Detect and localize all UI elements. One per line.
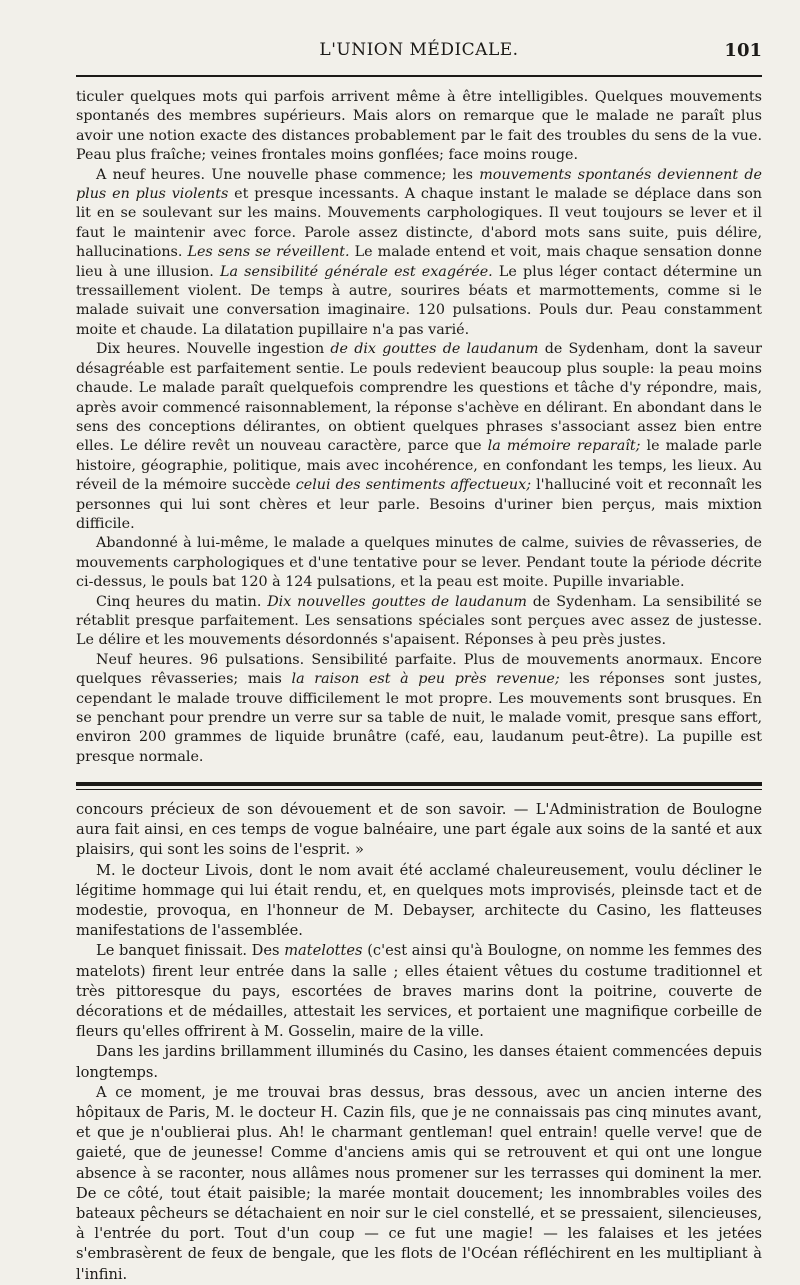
text-run: M. le docteur Livois, dont le nom avait été acclamé chaleureusement, voulu décliner le légitime hommage qui lui était rendu, et, en quelques mots improvisés, pleinsde tact et de modestie, provoqua, en l'honneur de M. Debayser, architecte du Casino, les flatteuses manifestations de l'assemblée. [76, 861, 762, 940]
text-run: Abandonné à lui-même, le malade a quelques minutes de calme, suivies de rêvasseries, de mouvements carphologiques et d'une tentative pour se lever. Pendant toute la période décrite ci-dessus, le pouls bat 120 à 124 pulsations, et la peau est moite. Pupille invariable. [76, 535, 762, 591]
italic-text: la mémoire reparaît; [487, 438, 641, 455]
page-number: 101 [724, 40, 762, 61]
text-run: de Sydenham, dont la saveur désagréable est parfaitement sentie. Le pouls redevient beaucoup plus souple: la peau moins chaude. Le malade paraît quelquefois comprendre les questions et tâche d'y répondre, mais, après avoir commencé raisonnablement, la réponse s'achève en délirant. En abondant dans le sens des conceptions délirantes, on obtient quelques phrases s'associant assez bien entre elles. Le délire revêt un nouveau caractère, parce que [76, 341, 762, 455]
text-run: A neuf heures. Une nouvelle phase commence; les [96, 166, 480, 183]
paragraph [76, 593, 762, 651]
italic-text: matelottes [284, 942, 363, 960]
text-run: les réponses sont justes, cependant le malade trouve difficilement le mot propre. Les mouvements sont brusques. En se penchant pour prendre un verre sur sa table de nuit, le malade vomit, presque sans effort, environ 200 grammes de liquide brunâtre (café, eau, laudanum peut-être). La pupille est presque normale. [76, 671, 762, 765]
text-run: Le malade entend et voit, mais chaque sensation donne lieu à une illusion. [76, 244, 762, 280]
feuilleton-section [76, 800, 762, 1285]
header-rule [76, 75, 762, 77]
paragraph [76, 800, 762, 861]
text-run: ticuler quelques mots qui parfois arrivent même à être intelligibles. Quelques mouvements spontanés des membres supérieurs. Mais alors on remarque que le malade ne paraît plus avoir une notion exacte des distances probablement par le fait des troubles du sens de la vue. Peau plus fraîche; veines frontales moins gonflées; face moins rouge. [76, 89, 762, 164]
text-run: Dix heures. Nouvelle ingestion [96, 341, 331, 358]
text-run: Cinq heures du matin. [96, 593, 268, 610]
italic-text: celui des sentiments affectueux; [295, 477, 532, 494]
italic-text: La sensibilité générale est exagérée. [219, 263, 493, 280]
text-run: (c'est ainsi qu'à Boulogne, on nomme les femmes des matelots) firent leur entrée dans la salle ; elles étaient vêtues du costume traditionnel et très pittoresque du pays, escortées de braves marins dont la poitrine, couverte de décorations et de médailles, attestait les services, et portaient une magnifique corbeille de fleurs qu'elles offrirent à M. Gosselin, maire de la ville. [76, 942, 763, 1041]
paragraph [76, 534, 762, 592]
paragraph [76, 861, 762, 942]
text-run: l'halluciné voit et reconnaît les personnes qui lui sont chères et leur parle. Besoins d'uriner bien perçus, mais mixtion difficile. [76, 477, 762, 532]
paragraph [76, 1083, 762, 1285]
text-run: concours précieux de son dévouement et de son savoir. — L'Administration de Boulogne aura fait ainsi, en ces temps de vogue balnéaire, une part égale aux soins de la santé et aux plaisirs, qui sont les soins de l'esprit. » [76, 801, 762, 859]
text-run: Neuf heures. 96 pulsations. Sensibilité parfaite. Plus de mouvements anormaux. Encore quelques rêvasseries; mais [76, 651, 762, 688]
italic-text: Dix nouvelles gouttes de laudanum [267, 593, 527, 610]
italic-text: de dix gouttes de laudanum [330, 341, 539, 358]
paragraph [76, 166, 762, 341]
italic-text: Les sens se réveillent. [187, 244, 350, 261]
text-run: et presque incessants. A chaque instant le malade se déplace dans son lit en se soulevant sur les mains. Mouvements carphologiques. Il veut toujours se lever et il faut le maintenir avec force. Parole assez distincte, d'abord mots sans suite, puis délire, hallucinations. [76, 186, 763, 261]
section-divider [76, 782, 762, 792]
text-run: le malade parle histoire, géographie, politique, mais avec incohérence, en confondant les temps, les lieux. Au réveil de la mémoire succède [76, 438, 763, 494]
text-run: Le banquet finissait. Des [96, 942, 285, 960]
paragraph [76, 340, 762, 534]
running-title: L'UNION MÉDICALE. [319, 40, 519, 60]
italic-text: mouvements spontanés deviennent de plus en plus violents [76, 166, 762, 203]
paragraph [76, 651, 762, 767]
paragraph [76, 88, 762, 166]
medical-case-section [76, 88, 762, 767]
page-header [76, 40, 762, 72]
text-run: de Sydenham. La sensibilité se rétablit presque parfaitement. Les sensations spéciales sont perçues avec assez de justesse. Le délire et les mouvements désordonnés s'apaisent. Réponses à peu près justes. [76, 593, 763, 649]
paragraph [76, 941, 762, 1042]
text-run: Dans les jardins brillamment illuminés du Casino, les danses étaient commencées depuis longtemps. [76, 1043, 762, 1081]
italic-text: la raison est à peu près revenue; [291, 671, 560, 688]
text-run: Le plus léger contact détermine un tressaillement violent. De temps à autre, sourires béats et marmottements, comme si le malade suivait une conversation imaginaire. 120 pulsations. Pouls dur. Peau constamment moite et chaude. La dilatation pupillaire n'a pas varié. [76, 263, 762, 338]
text-run: A ce moment, je me trouvai bras dessus, bras dessous, avec un ancien interne des hôpitaux de Paris, M. le docteur H. Cazin fils, que je ne connaissais pas cinq minutes avant, et que je n'oublierai plus. Ah! le charmant gentleman! quel entrain! quelle verve! que de gaieté, que de jeunesse! Comme d'anciens amis qui se retrouvent et qui ont une longue absence à se raconter, nous allâmes nous promener sur les terrasses qui dominent la mer. De ce côté, tout était paisible; la marée montait doucement; les innombrables voiles des bateaux pêcheurs se détachaient en noir sur le ciel constellé, et se pressaient, silencieuses, à l'entrée du port. Tout d'un coup — ce fut une magie! — les falaises et les jetées s'embrasèrent de feux de bengale, que les flots de l'Océan réfléchirent en les multipliant à l'infini. [76, 1083, 762, 1283]
paragraph [76, 1042, 762, 1082]
